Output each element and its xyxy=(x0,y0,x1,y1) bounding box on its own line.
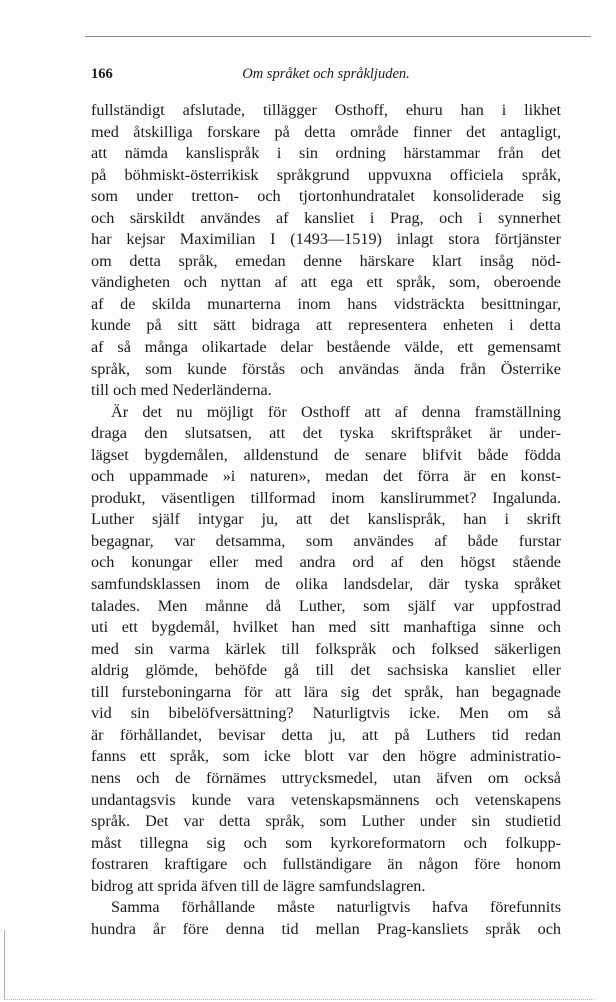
text-line: är förhållandet, bevisar detta ju, att på Luthers tid redan xyxy=(91,725,561,744)
page-edge-shadow xyxy=(4,930,5,1000)
text-line: och konungar eller med andra ord af den högst stående xyxy=(91,553,561,572)
text-line: språk. Det var detta språk, som Luther under sin studietid xyxy=(91,812,561,831)
page-number: 166 xyxy=(91,66,113,82)
text-line: med sin varma kärlek till folkspråk och folksed säkerligen xyxy=(91,639,561,658)
text-line: fanns ett språk, som icke blott var den högre administratio- xyxy=(91,747,561,766)
text-line: lägset bygdemålen, alldenstund de senare blifvit både födda xyxy=(91,445,561,464)
text-line: kunde på sitt sätt bidraga att representera enheten i detta xyxy=(91,316,561,335)
text-line: bidrog att sprida äfven till de lägre samfundslagren. xyxy=(91,876,426,895)
text-line: om detta språk, emedan denne härskare klart insåg nöd- xyxy=(91,251,561,270)
text-line: nens och de förnämes uttrycksmedel, utan äfven om också xyxy=(91,768,561,787)
text-line: på böhmiskt-österrikisk språkgrund uppvuxna officiela språk, xyxy=(91,165,561,184)
text-line: aldrig glömde, behöfde gå till det sachsiska kansliet eller xyxy=(91,661,561,680)
text-line: Är det nu möjligt för Osthoff att af denna framställning xyxy=(111,402,561,421)
text-line: att nämda kanslispråk i sin ordning härstammar från det xyxy=(91,144,561,163)
text-line: har kejsar Maximilian I (1493—1519) inlagt stora förtjänster xyxy=(91,230,561,249)
text-line: hundra år före denna tid mellan Prag-kansliets språk och xyxy=(91,919,561,938)
running-title: Om språket och språkljuden. xyxy=(242,66,410,82)
text-line: fullständigt afslutade, tillägger Osthoff, ehuru han i likhet xyxy=(91,101,561,119)
text-line: språk, som kunde förstås och användas ända från Österrike xyxy=(91,359,561,378)
text-line: samfundsklassen inom de olika landsdelar, där tyska språket xyxy=(91,575,561,594)
text-line: måst tillegna sig och som kyrkoreformatorn och folkupp- xyxy=(91,833,561,852)
text-line: Samma förhållande måste naturligtvis hafva förefunnits xyxy=(111,898,561,917)
text-line: vändigheten och nyttan af att ega ett språk, som, oberoende xyxy=(91,273,561,292)
text-line: begagnar, var detsamma, som användes af både furstar xyxy=(91,531,561,550)
text-line: talades. Men månne då Luther, som själf var uppfostrad xyxy=(91,596,561,615)
text-line: med åtskilliga forskare på detta område finner det antagligt, xyxy=(91,122,561,141)
text-line: af de skilda munarterna inom hans vidsträckta besittningar, xyxy=(91,294,561,313)
text-line: uti ett bygdemål, hvilket han med sitt manhaftiga sinne och xyxy=(91,618,561,637)
text-line: som under tretton- och tjortonhundratalet konsoliderade sig xyxy=(91,187,561,206)
text-line: draga den slutsatsen, att det tyska skriftspråket är under- xyxy=(91,424,561,443)
text-line: och uppammade »i naturen», medan det förra är en konst- xyxy=(91,467,561,486)
text-line: Luther själf intygar ju, att det kanslispråk, han i skrift xyxy=(91,510,561,529)
text-line: och särskildt användes af kansliet i Prag, och i synnerhet xyxy=(91,208,561,227)
text-line: undantagsvis kunde vara vetenskapsmännens och vetenskapens xyxy=(91,790,561,809)
top-rule xyxy=(85,36,591,37)
text-line: produkt, väsentligen tillformad inom kanslirummet? Ingalunda. xyxy=(91,488,561,507)
body-text xyxy=(91,100,561,940)
text-line: till fursteboningarna för att lära sig det språk, han begagnade xyxy=(91,682,561,701)
text-line: till och med Nederländerna. xyxy=(91,381,272,400)
page-header xyxy=(91,66,561,86)
text-line: af så många olikartade delar bestående välde, ett gemensamt xyxy=(91,338,561,357)
bottom-edge xyxy=(4,999,594,1000)
text-line: fostraren kraftigare och fullständigare än någon före honom xyxy=(91,855,561,874)
text-line: vid sin bibelöfversättning? Naturligtvis icke. Men om så xyxy=(91,704,561,723)
